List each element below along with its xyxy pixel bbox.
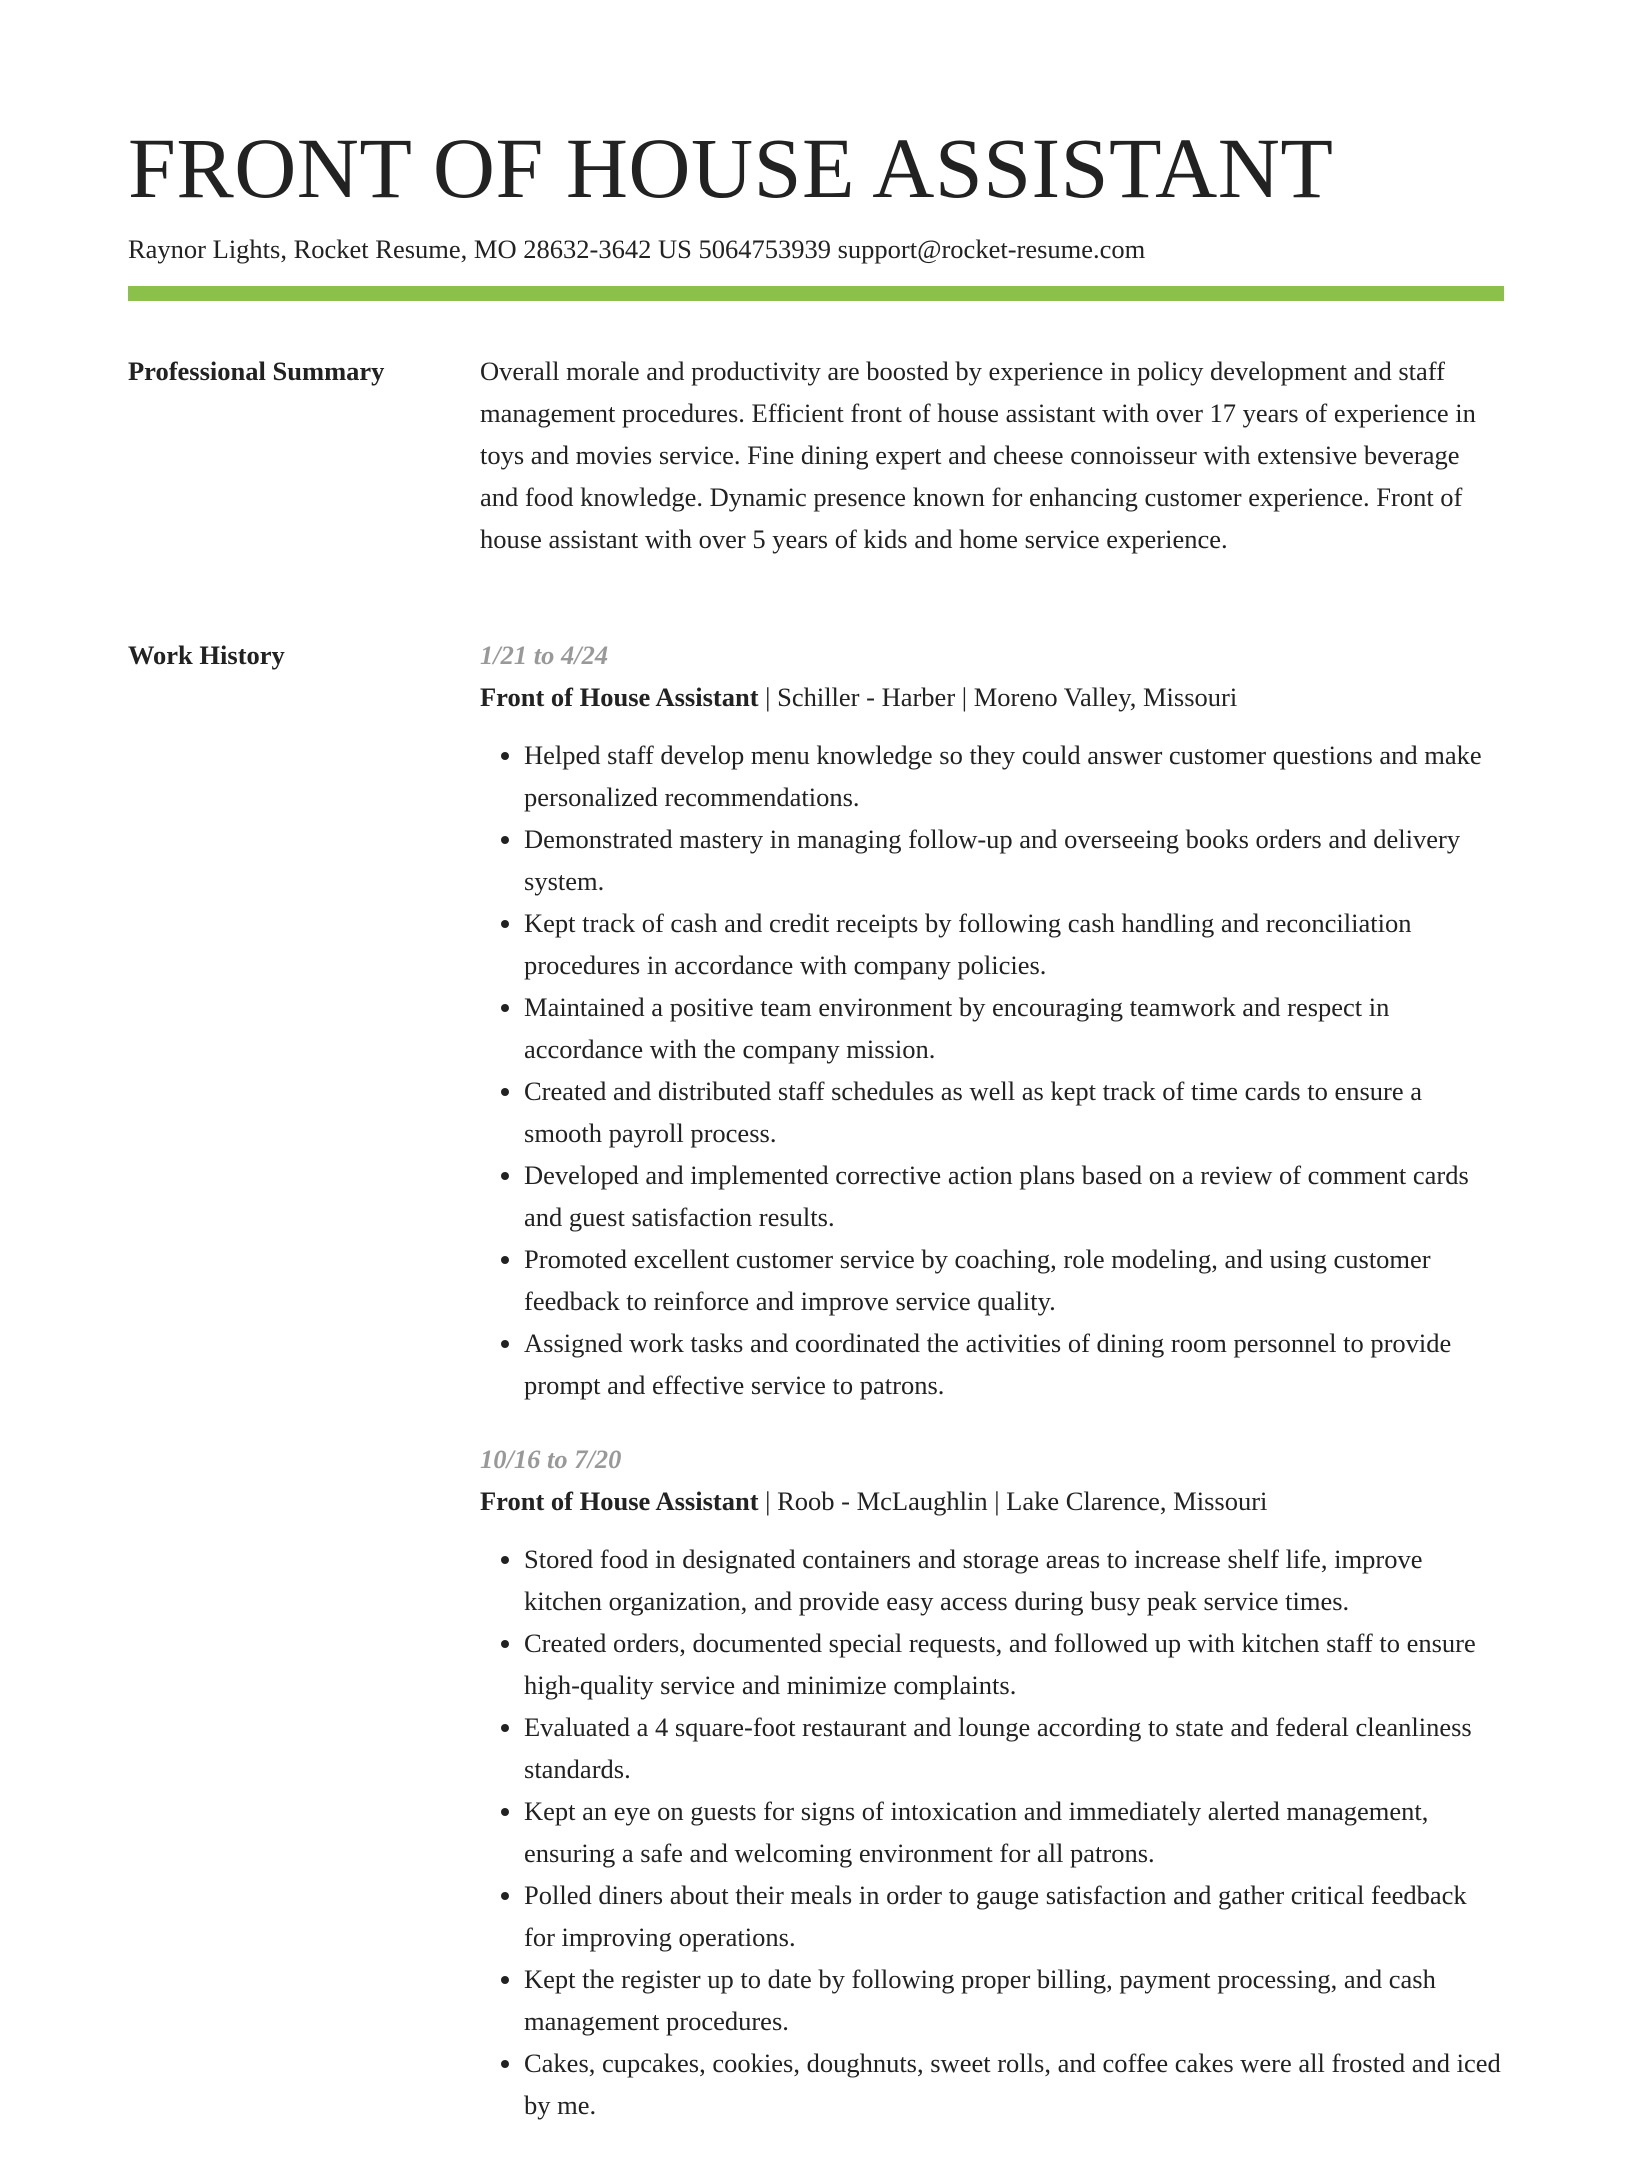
job-bullet-list: [480, 1538, 1504, 2126]
job-bullet: • Developed and implemented corrective action plans based on a review of comment cards and guest satisfaction results.: [524, 1154, 1504, 1238]
job-bullet: • Assigned work tasks and coordinated the activities of dining room personnel to provide prompt and effective service to patrons.: [524, 1322, 1504, 1406]
job-bullet: • Created and distributed staff schedules as well as kept track of time cards to ensure a smooth payroll process.: [524, 1070, 1504, 1154]
job-dates: 1/21 to 4/24: [480, 640, 609, 670]
job-title-line: [480, 676, 1504, 718]
job-bullet: • Promoted excellent customer service by coaching, role modeling, and using customer feedback to reinforce and improve service quality.: [524, 1238, 1504, 1322]
job-bullet: • Polled diners about their meals in order to gauge satisfaction and gather critical feedback for improving operations.: [524, 1874, 1504, 1958]
job-title: Front of House Assistant: [480, 1486, 759, 1516]
work-history-section: [480, 634, 1504, 2158]
job-bullet: • Demonstrated mastery in managing follow-up and overseeing books orders and delivery system.: [524, 818, 1504, 902]
job-bullet: • Created orders, documented special requests, and followed up with kitchen staff to ensure high-quality service and minimize complaints.: [524, 1622, 1504, 1706]
job-company-location: | Roob - McLaughlin | Lake Clarence, Missouri: [758, 1486, 1268, 1516]
contact-line: Raynor Lights, Rocket Resume, MO 28632-3642 US 5064753939 support@rocket-resume.com: [128, 234, 1146, 264]
summary-text: Overall morale and productivity are boosted by experience in policy development and staff management procedures. Efficient front of house assistant with over 17 years of experience in toys and movies service. Fine dining expert and cheese connoisseur with extensive beverage and food knowledge. Dynamic presence known for enhancing customer experience. Front of house assistant with over 5 years of kids and home service experience.: [480, 356, 1476, 554]
job-entry: [480, 1438, 1504, 2126]
header-divider: [128, 286, 1504, 301]
job-bullet: • Stored food in designated containers and storage areas to increase shelf life, improve kitchen organization, and provide easy access during busy peak service times.: [524, 1538, 1504, 1622]
job-title-line: [480, 1480, 1504, 1522]
summary-section: [480, 350, 1504, 560]
page-title: FRONT OF HOUSE ASSISTANT: [128, 120, 1334, 216]
summary-heading: Professional Summary: [128, 356, 385, 386]
job-dates: 10/16 to 7/20: [480, 1444, 622, 1474]
work-history-heading: Work History: [128, 640, 285, 670]
job-bullet: • Kept an eye on guests for signs of intoxication and immediately alerted management, ensuring a safe and welcoming environment for all patrons.: [524, 1790, 1504, 1874]
job-bullet: • Evaluated a 4 square-foot restaurant and lounge according to state and federal cleanliness standards.: [524, 1706, 1504, 1790]
job-bullet: • Helped staff develop menu knowledge so they could answer customer questions and make personalized recommendations.: [524, 734, 1504, 818]
job-title: Front of House Assistant: [480, 682, 759, 712]
job-bullet: • Maintained a positive team environment by encouraging teamwork and respect in accordance with the company mission.: [524, 986, 1504, 1070]
job-company-location: | Schiller - Harber | Moreno Valley, Missouri: [758, 682, 1238, 712]
job-bullet: • Kept the register up to date by following proper billing, payment processing, and cash management procedures.: [524, 1958, 1504, 2042]
job-bullet: • Kept track of cash and credit receipts by following cash handling and reconciliation procedures in accordance with company policies.: [524, 902, 1504, 986]
job-entry: [480, 634, 1504, 1406]
job-bullet-list: [480, 734, 1504, 1406]
job-bullet: • Cakes, cupcakes, cookies, doughnuts, sweet rolls, and coffee cakes were all frosted and iced by me.: [524, 2042, 1504, 2126]
